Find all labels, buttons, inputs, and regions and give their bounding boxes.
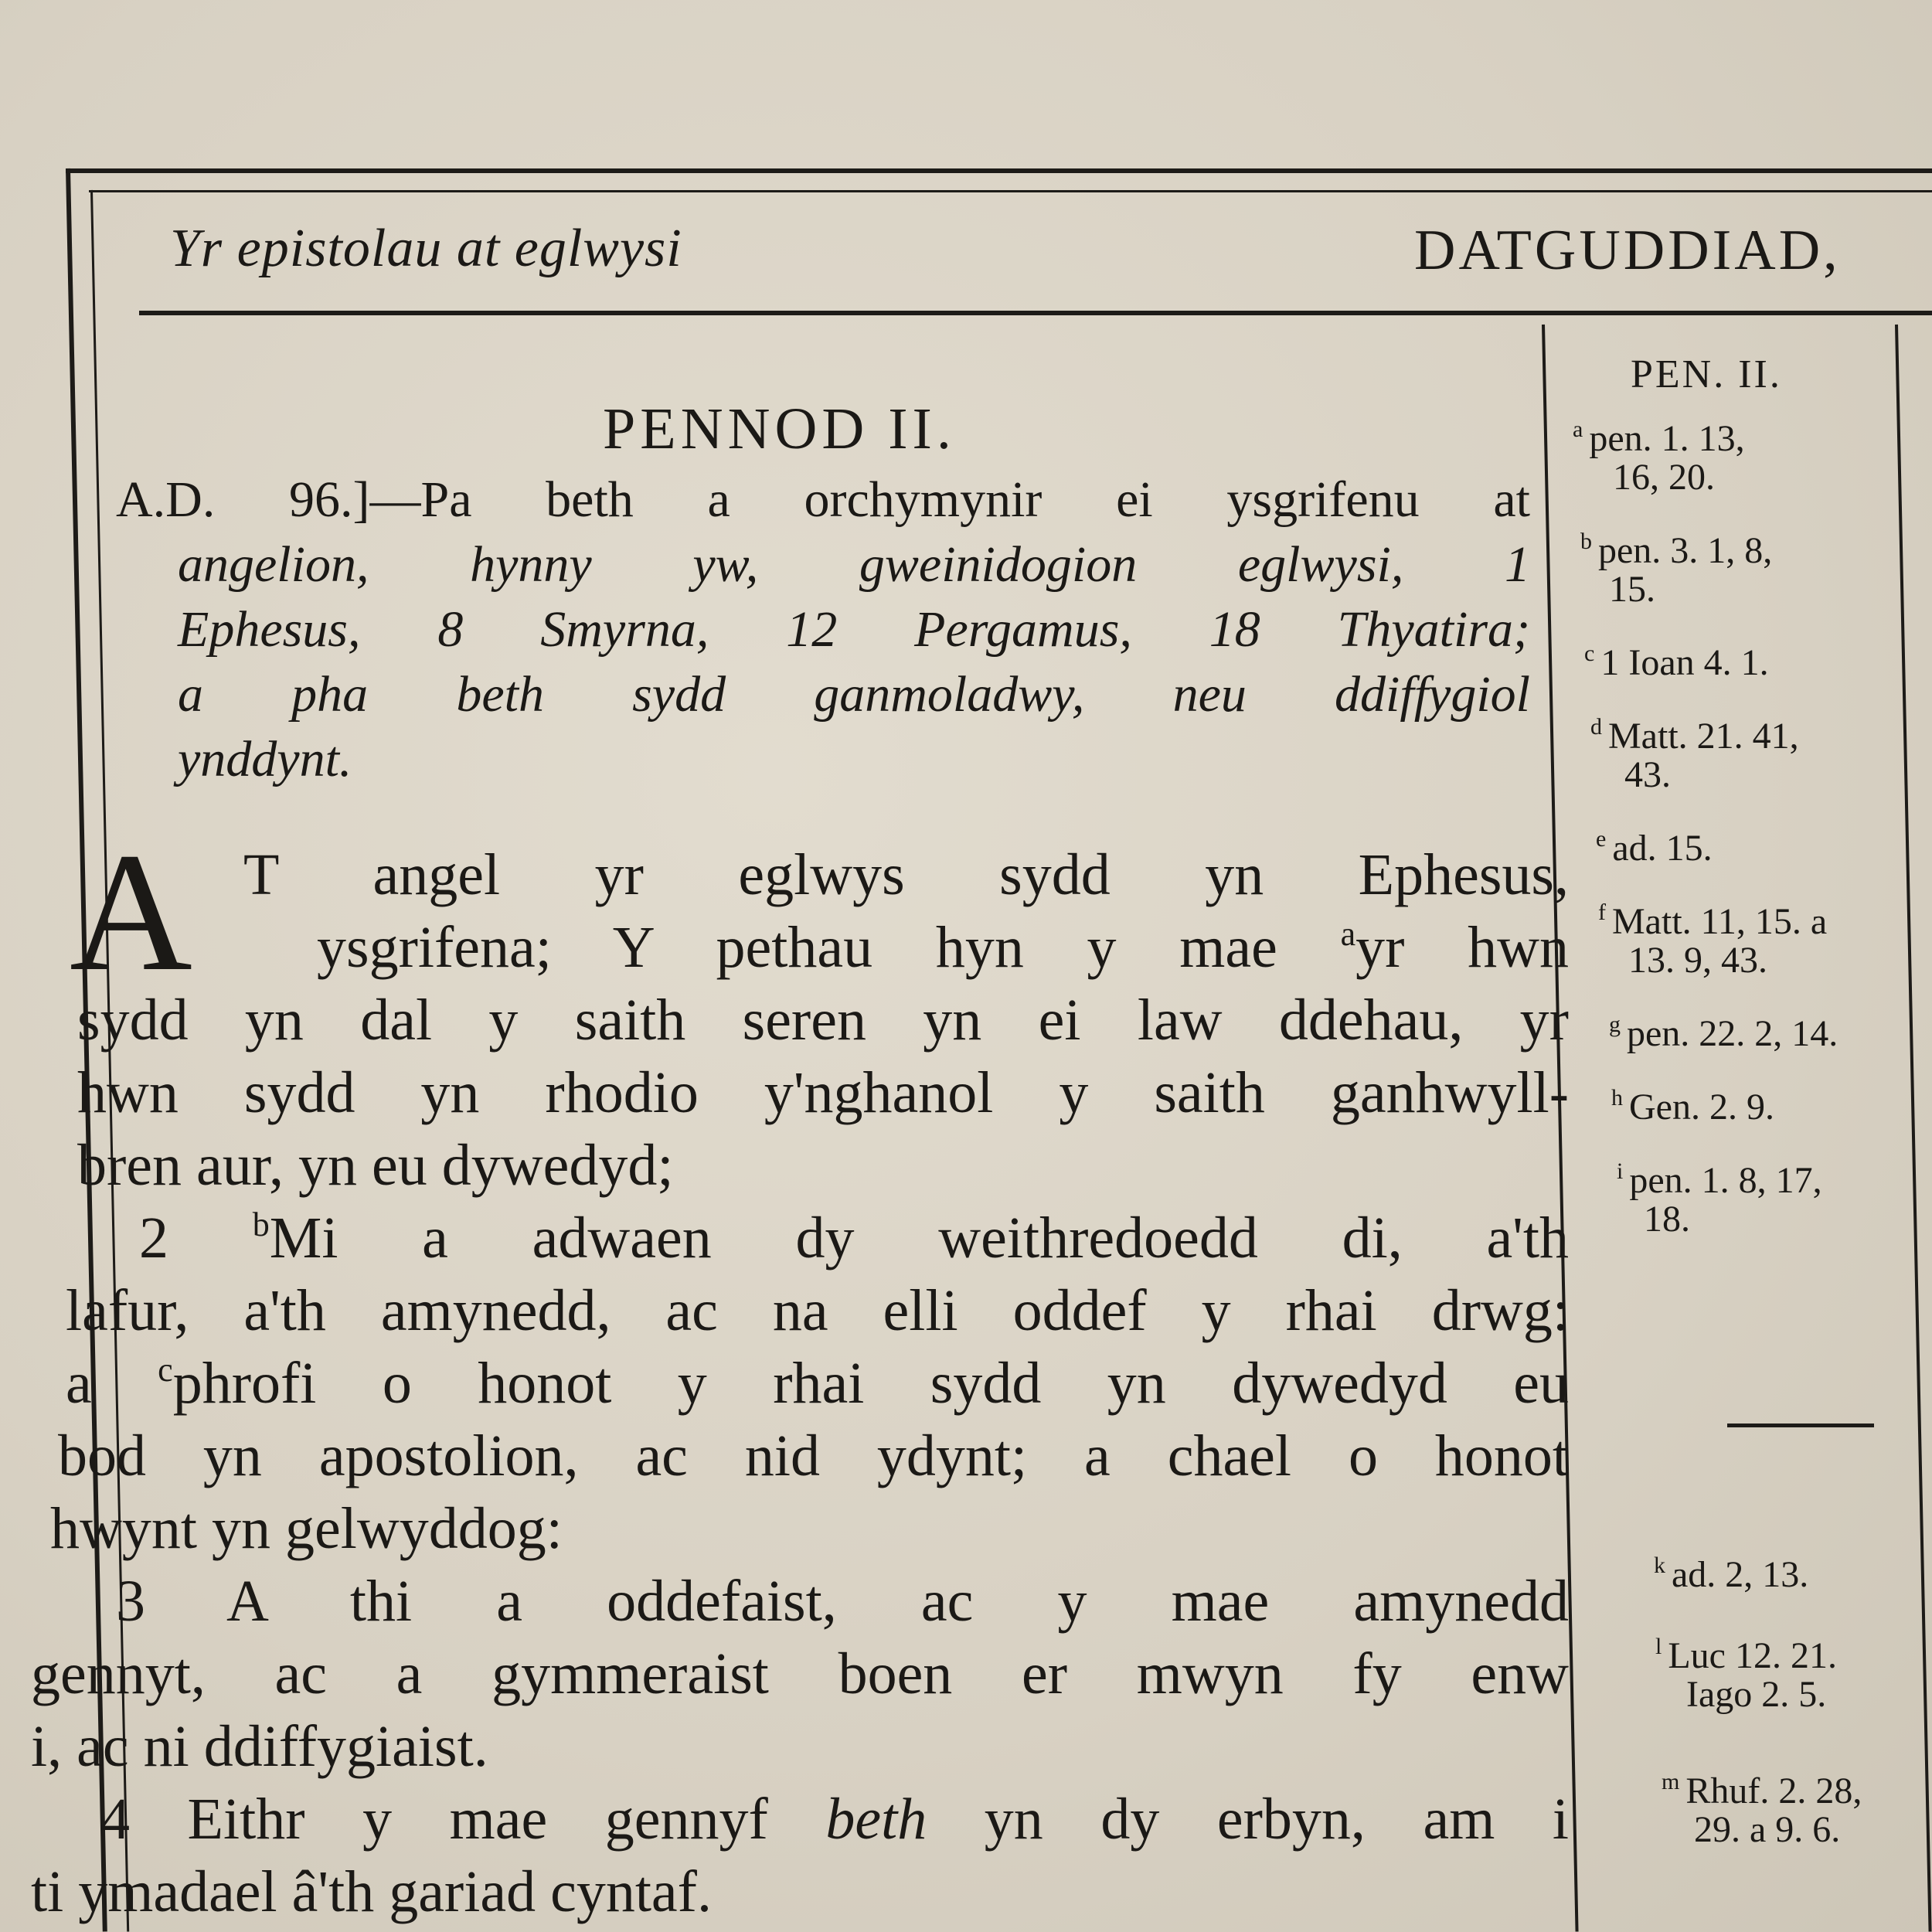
inner-top-rule <box>89 190 1932 192</box>
margin-divider-dash <box>1727 1423 1874 1427</box>
verse-line <box>31 1056 1569 1129</box>
verse-line-text: a <box>66 1351 92 1416</box>
margin-note <box>1607 753 1671 796</box>
margin-note <box>1592 568 1655 611</box>
margin-note <box>1596 456 1715 498</box>
margin-note-text: 16, 20. <box>1613 457 1715 498</box>
margin-note-mark: c <box>1584 641 1595 666</box>
chapter-summary <box>116 468 1530 792</box>
margin-note-mark: i <box>1617 1158 1624 1184</box>
running-title: Yr epistolau at eglwysi <box>170 219 682 278</box>
footnote-mark: a <box>1340 915 1356 953</box>
margin-note <box>1598 900 1827 943</box>
margin-note-mark: b <box>1580 529 1592 554</box>
summary-line: A.D. 96.]—Pa beth a orchymynir ei ysgrifenu at <box>116 471 1530 528</box>
margin-right-rule <box>1895 325 1932 1932</box>
verse-line-text: hwn sydd yn rhodio y'nghanol y saith ganhwyll- <box>77 1060 1569 1125</box>
header-rule <box>139 311 1932 315</box>
margin-note-text: Matt. 11, 15. a <box>1612 901 1828 942</box>
outer-top-rule <box>66 168 1932 173</box>
margin-note-text: pen. 1. 8, 17, <box>1629 1160 1822 1201</box>
margin-heading: PEN. II. <box>1631 352 1782 396</box>
drop-cap: A <box>70 818 192 1006</box>
margin-note-mark: g <box>1609 1012 1621 1037</box>
margin-note <box>1617 1159 1822 1202</box>
verse-line-text: i, ac ni ddiffygiaist. <box>31 1714 488 1779</box>
margin-note-mark: h <box>1611 1085 1623 1111</box>
verse-line <box>31 1202 1569 1274</box>
margin-note-text: 1 Ioan 4. 1. <box>1600 642 1769 683</box>
margin-note-text: Luc 12. 21. <box>1668 1635 1837 1676</box>
margin-note <box>1596 827 1713 869</box>
verse-line <box>31 838 1569 911</box>
verse-line-text: lafur, a'th amynedd, ac na elli oddef y rhai drwg: <box>66 1278 1569 1343</box>
margin-note-mark: d <box>1590 714 1602 740</box>
verse-line-text: yn dy erbyn, am i <box>984 1787 1569 1852</box>
margin-note-text: 13. 9, 43. <box>1628 940 1767 981</box>
margin-note-mark: a <box>1573 417 1583 442</box>
summary-line: Ephesus, 8 Smyrna, 12 Pergamus, 18 Thyatira; <box>178 601 1530 658</box>
verse-line <box>31 984 1569 1056</box>
margin-note <box>1654 1553 1808 1596</box>
margin-note-text: ad. 15. <box>1612 828 1713 869</box>
margin-note <box>1662 1770 1862 1812</box>
verse-line-text: Mi a adwaen dy weithredoedd di, a'th <box>269 1206 1569 1270</box>
verse-line <box>31 1347 1569 1420</box>
verse-line <box>31 1420 1569 1492</box>
margin-note-text: 18. <box>1644 1199 1690 1240</box>
running-book-title: DATGUDDIAD, <box>1414 219 1841 282</box>
verse-line-text: bren aur, yn eu dywedyd; <box>77 1133 674 1198</box>
margin-note-mark: l <box>1655 1634 1662 1659</box>
margin-note-text: Iago 2. 5. <box>1686 1674 1827 1715</box>
margin-note-text: Rhuf. 2. 28, <box>1685 1770 1862 1811</box>
verse-line-text: ysgrifena; Y pethau hyn y mae <box>317 915 1277 980</box>
footnote-mark: b <box>252 1206 270 1243</box>
verse-line <box>31 1274 1569 1347</box>
verse-line-text: phrofi o honot y rhai sydd yn dywedyd eu <box>172 1351 1569 1416</box>
verse-line <box>31 1855 1569 1928</box>
verse-line-text: sydd yn dal y saith seren yn ei law ddehau, yr <box>77 988 1569 1053</box>
margin-note-text: Gen. 2. 9. <box>1629 1087 1774 1128</box>
verse-line <box>31 1492 1569 1565</box>
margin-note <box>1611 1086 1774 1128</box>
margin-note <box>1580 529 1772 572</box>
margin-note <box>1609 1012 1838 1055</box>
verse-line-text: 3 A thi a oddefaist, ac y mae amynedd <box>116 1569 1569 1634</box>
margin-note-mark: e <box>1596 826 1607 852</box>
margin-note-mark: k <box>1654 1553 1665 1578</box>
margin-note <box>1611 939 1767 981</box>
verse-number: 2 <box>139 1206 168 1270</box>
verse-text <box>31 838 1569 1928</box>
verse-line-text: ti ymadael â'th gariad cyntaf. <box>31 1859 712 1924</box>
verse-line-text: yr hwn <box>1355 915 1569 980</box>
summary-line: ynddynt. <box>178 731 352 787</box>
margin-note <box>1677 1808 1840 1851</box>
margin-note-mark: m <box>1662 1769 1680 1794</box>
margin-note-text: Matt. 21. 41, <box>1608 716 1799 757</box>
margin-note-text: pen. 1. 13, <box>1589 418 1745 459</box>
verse-line <box>31 1129 1569 1202</box>
verse-line-text: hwynt yn gelwyddog: <box>50 1496 563 1561</box>
margin-note-text: 43. <box>1624 754 1671 795</box>
verse-line <box>31 1638 1569 1710</box>
margin-note-mark: f <box>1598 900 1606 925</box>
verse-line-text: gennyt, ac a gymmeraist boen er mwyn fy enw <box>31 1641 1569 1706</box>
verse-italic-word: beth <box>825 1787 927 1852</box>
verse-line-text: bod yn apostolion, ac nid ydynt; a chael o honot <box>58 1423 1569 1488</box>
margin-note <box>1590 715 1799 757</box>
margin-note <box>1669 1673 1826 1716</box>
margin-note <box>1627 1198 1690 1240</box>
margin-note <box>1573 417 1745 460</box>
chapter-title: PENNOD II. <box>603 396 956 461</box>
summary-line: a pha beth sydd ganmoladwy, neu ddiffygiol <box>178 666 1530 723</box>
verse-line-text: T angel yr eglwys sydd yn Ephesus, <box>243 842 1569 907</box>
verse-line <box>31 1783 1569 1855</box>
margin-note-text: pen. 3. 1, 8, <box>1598 530 1773 571</box>
margin-note-text: 15. <box>1609 569 1655 610</box>
margin-note <box>1584 641 1769 684</box>
margin-note <box>1655 1634 1837 1677</box>
verse-line-text: 4 Eithr y mae gennyf <box>100 1787 768 1852</box>
margin-note-text: ad. 2, 13. <box>1672 1554 1809 1595</box>
margin-note-text: pen. 22. 2, 14. <box>1627 1013 1838 1054</box>
verse-line <box>31 911 1569 984</box>
footnote-mark: c <box>158 1351 173 1389</box>
summary-line: angelion, hynny yw, gweinidogion eglwysi, 1 <box>178 536 1530 593</box>
verse-line <box>31 1565 1569 1638</box>
margin-note-text: 29. a 9. 6. <box>1694 1809 1841 1850</box>
verse-line <box>31 1710 1569 1783</box>
